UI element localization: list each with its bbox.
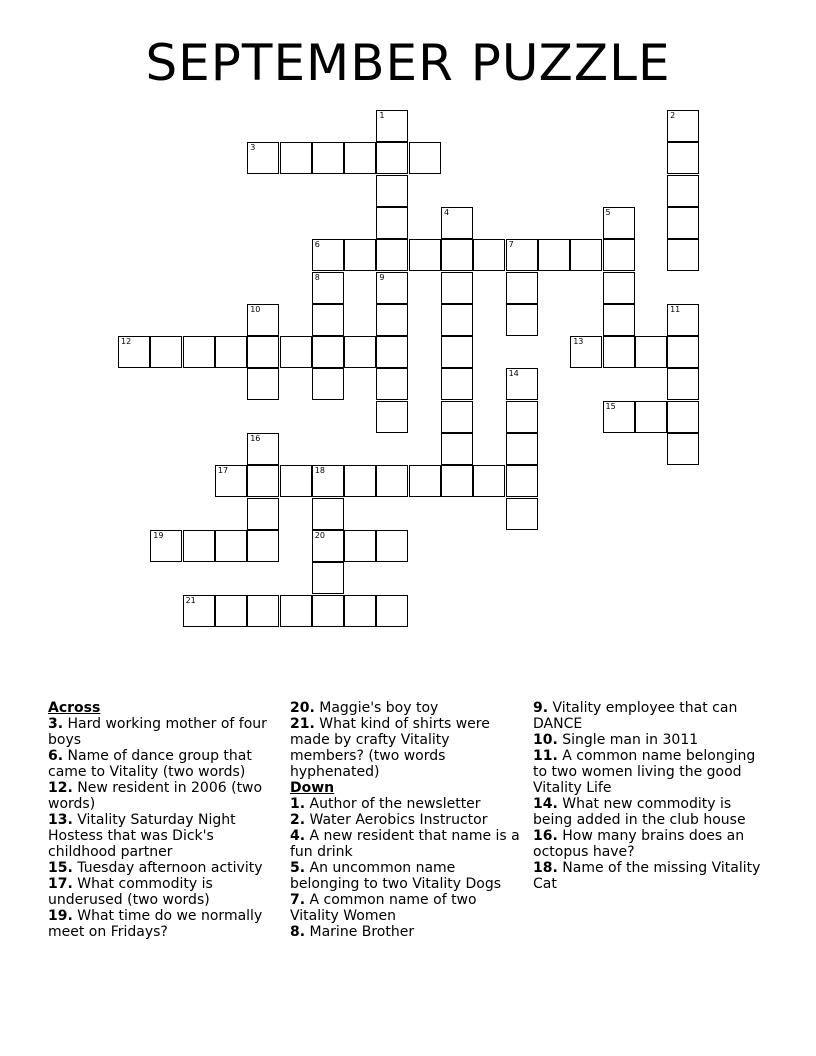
grid-cell[interactable] xyxy=(667,207,699,239)
cell-number: 15 xyxy=(605,401,616,411)
cell-number: 20 xyxy=(314,530,325,540)
grid-cell[interactable] xyxy=(409,142,441,174)
cell-number: 21 xyxy=(185,595,196,605)
grid-cell[interactable] xyxy=(667,401,699,433)
cell-number: 1 xyxy=(379,111,385,120)
grid-cell[interactable] xyxy=(344,465,376,497)
grid-cell[interactable] xyxy=(150,336,182,368)
grid-cell[interactable] xyxy=(376,595,408,627)
grid-cell[interactable] xyxy=(538,239,570,271)
grid-cell[interactable] xyxy=(344,595,376,627)
grid-cell[interactable] xyxy=(183,595,215,627)
grid-cell[interactable] xyxy=(312,562,344,594)
grid-cell[interactable] xyxy=(441,239,473,271)
grid-cell[interactable] xyxy=(344,530,376,562)
grid-cell[interactable] xyxy=(376,239,408,271)
grid-cell[interactable] xyxy=(344,336,376,368)
grid-cell[interactable] xyxy=(312,336,344,368)
grid-cell[interactable] xyxy=(441,368,473,400)
cell-number: 19 xyxy=(153,530,164,540)
grid-cell[interactable] xyxy=(506,304,538,336)
grid-cell[interactable] xyxy=(280,142,312,174)
grid-cell[interactable] xyxy=(603,336,635,368)
grid-cell[interactable] xyxy=(247,498,279,530)
grid-cell[interactable] xyxy=(473,239,505,271)
cell-number: 4 xyxy=(444,207,450,217)
grid-cell[interactable] xyxy=(603,239,635,271)
grid-cell[interactable] xyxy=(570,239,602,271)
down-header: Down xyxy=(290,780,335,796)
page-title: SEPTEMBER PUZZLE xyxy=(145,34,671,92)
grid-cell[interactable] xyxy=(603,401,635,433)
grid-cell[interactable] xyxy=(376,304,408,336)
grid-cell[interactable] xyxy=(667,142,699,174)
grid-cell[interactable] xyxy=(441,207,473,239)
clue-across-3: 3. Hard working mother of four boys xyxy=(48,716,267,748)
grid-cell[interactable] xyxy=(441,433,473,465)
grid-cell[interactable] xyxy=(312,272,344,304)
grid-cell[interactable] xyxy=(344,239,376,271)
clue-across-21: 21. What kind of shirts were made by crafty Vitality members? (two words hyphenated) xyxy=(290,716,490,780)
grid-cell[interactable] xyxy=(312,304,344,336)
cell-number: 14 xyxy=(508,369,519,379)
clue-down-1: 1. Author of the newsletter xyxy=(290,796,481,812)
grid-cell[interactable] xyxy=(667,368,699,400)
grid-cell[interactable] xyxy=(150,530,182,562)
cell-number: 17 xyxy=(217,466,229,476)
grid-cell[interactable] xyxy=(247,530,279,562)
grid-cell[interactable] xyxy=(344,142,376,174)
grid-cell[interactable] xyxy=(376,110,408,142)
grid-cell[interactable] xyxy=(506,465,538,497)
grid-cell[interactable] xyxy=(376,142,408,174)
clue-across-19: 19. What time do we normally meet on Fridays? xyxy=(48,908,263,940)
grid-cell[interactable] xyxy=(247,595,279,627)
grid-cell[interactable] xyxy=(247,304,279,336)
clues-column-2 xyxy=(290,700,522,940)
clue-down-9: 9. Vitality employee that can DANCE xyxy=(533,700,738,732)
grid-cell[interactable] xyxy=(312,368,344,400)
grid-cell[interactable] xyxy=(376,368,408,400)
grid-cell[interactable] xyxy=(667,239,699,271)
grid-cell[interactable] xyxy=(312,530,344,562)
grid-cell[interactable] xyxy=(376,336,408,368)
grid-cell[interactable] xyxy=(570,336,602,368)
cell-number: 7 xyxy=(508,240,514,250)
grid-cell[interactable] xyxy=(506,433,538,465)
clue-down-16: 16. How many brains does an octopus have? xyxy=(533,828,745,860)
grid-cell[interactable] xyxy=(409,465,441,497)
grid-cell[interactable] xyxy=(215,336,247,368)
grid-cell[interactable] xyxy=(441,465,473,497)
grid-cell[interactable] xyxy=(376,175,408,207)
grid-cell[interactable] xyxy=(506,498,538,530)
grid-cell[interactable] xyxy=(376,465,408,497)
grid-cell[interactable] xyxy=(376,272,408,304)
grid-cell[interactable] xyxy=(473,465,505,497)
grid-cell[interactable] xyxy=(667,433,699,465)
grid-cell[interactable] xyxy=(312,239,344,271)
grid-cell[interactable] xyxy=(215,465,247,497)
grid-cell[interactable] xyxy=(667,110,699,142)
clue-down-8: 8. Marine Brother xyxy=(290,924,415,940)
grid-cell[interactable] xyxy=(376,207,408,239)
clue-across-6: 6. Name of dance group that came to Vitality (two words) xyxy=(48,748,252,780)
clue-across-12: 12. New resident in 2006 (two words) xyxy=(48,780,263,812)
grid-cell[interactable] xyxy=(280,336,312,368)
grid-cell[interactable] xyxy=(441,304,473,336)
grid-cell[interactable] xyxy=(441,336,473,368)
clues-column-3 xyxy=(533,700,773,892)
cell-number: 10 xyxy=(250,304,261,314)
grid-cell[interactable] xyxy=(215,595,247,627)
clue-down-10: 10. Single man in 3011 xyxy=(533,732,699,748)
grid-cell[interactable] xyxy=(635,336,667,368)
cell-number: 5 xyxy=(605,207,611,217)
cell-number: 2 xyxy=(670,111,676,120)
grid-cell[interactable] xyxy=(312,465,344,497)
clue-down-7: 7. A common name of two Vitality Women xyxy=(290,892,477,924)
clue-down-11: 11. A common name belonging to two women living the good Vitality Life xyxy=(533,748,756,796)
clue-across-17: 17. What commodity is underused (two words) xyxy=(48,876,213,908)
clue-across-15: 15. Tuesday afternoon activity xyxy=(48,860,263,876)
grid-cell[interactable] xyxy=(667,336,699,368)
grid-cell[interactable] xyxy=(312,142,344,174)
clue-down-18: 18. Name of the missing Vitality Cat xyxy=(533,860,761,892)
cell-number: 12 xyxy=(121,337,132,347)
grid-cell[interactable] xyxy=(506,368,538,400)
grid-cell[interactable] xyxy=(183,336,215,368)
cell-number: 16 xyxy=(250,434,261,443)
grid-cell[interactable] xyxy=(635,401,667,433)
grid-cell[interactable] xyxy=(667,304,699,336)
grid-cell[interactable] xyxy=(183,530,215,562)
grid-cell[interactable] xyxy=(506,272,538,304)
grid-cell[interactable] xyxy=(409,239,441,271)
clues-column-1 xyxy=(48,700,280,940)
grid-cell[interactable] xyxy=(441,401,473,433)
clue-down-5: 5. An uncommon name belonging to two Vitality Dogs xyxy=(290,860,502,892)
clue-across-13: 13. Vitality Saturday Night Hostess that was Dick's childhood partner xyxy=(48,812,236,860)
grid-cell[interactable] xyxy=(312,595,344,627)
clue-down-2: 2. Water Aerobics Instructor xyxy=(290,812,488,828)
grid-cell[interactable] xyxy=(247,465,279,497)
clue-down-4: 4. A new resident that name is a fun drink xyxy=(290,828,520,860)
grid-cell[interactable] xyxy=(603,272,635,304)
grid-cell[interactable] xyxy=(603,207,635,239)
grid-cell[interactable] xyxy=(376,401,408,433)
cell-number: 18 xyxy=(314,466,325,476)
cell-number: 11 xyxy=(670,304,681,314)
across-header: Across xyxy=(48,700,101,716)
grid-cell[interactable] xyxy=(376,530,408,562)
grid-cell[interactable] xyxy=(506,401,538,433)
grid-cell[interactable] xyxy=(247,142,279,174)
cell-number: 6 xyxy=(314,240,320,250)
clue-down-14: 14. What new commodity is being added in the club house xyxy=(533,796,746,828)
grid-cell[interactable] xyxy=(118,336,150,368)
grid-cell[interactable] xyxy=(312,498,344,530)
grid-cell[interactable] xyxy=(506,239,538,271)
grid-cell[interactable] xyxy=(215,530,247,562)
cell-number: 8 xyxy=(314,272,320,282)
grid-cell[interactable] xyxy=(247,336,279,368)
grid-cell[interactable] xyxy=(441,272,473,304)
grid-cell[interactable] xyxy=(280,465,312,497)
clue-across-20: 20. Maggie's boy toy xyxy=(290,700,439,716)
grid-cell[interactable] xyxy=(603,304,635,336)
grid-cell[interactable] xyxy=(247,368,279,400)
grid-cell[interactable] xyxy=(247,433,279,465)
cell-number: 3 xyxy=(250,143,256,153)
grid-cell[interactable] xyxy=(280,595,312,627)
cell-number: 9 xyxy=(379,272,385,282)
cell-number: 13 xyxy=(573,337,584,347)
grid-cell[interactable] xyxy=(667,175,699,207)
